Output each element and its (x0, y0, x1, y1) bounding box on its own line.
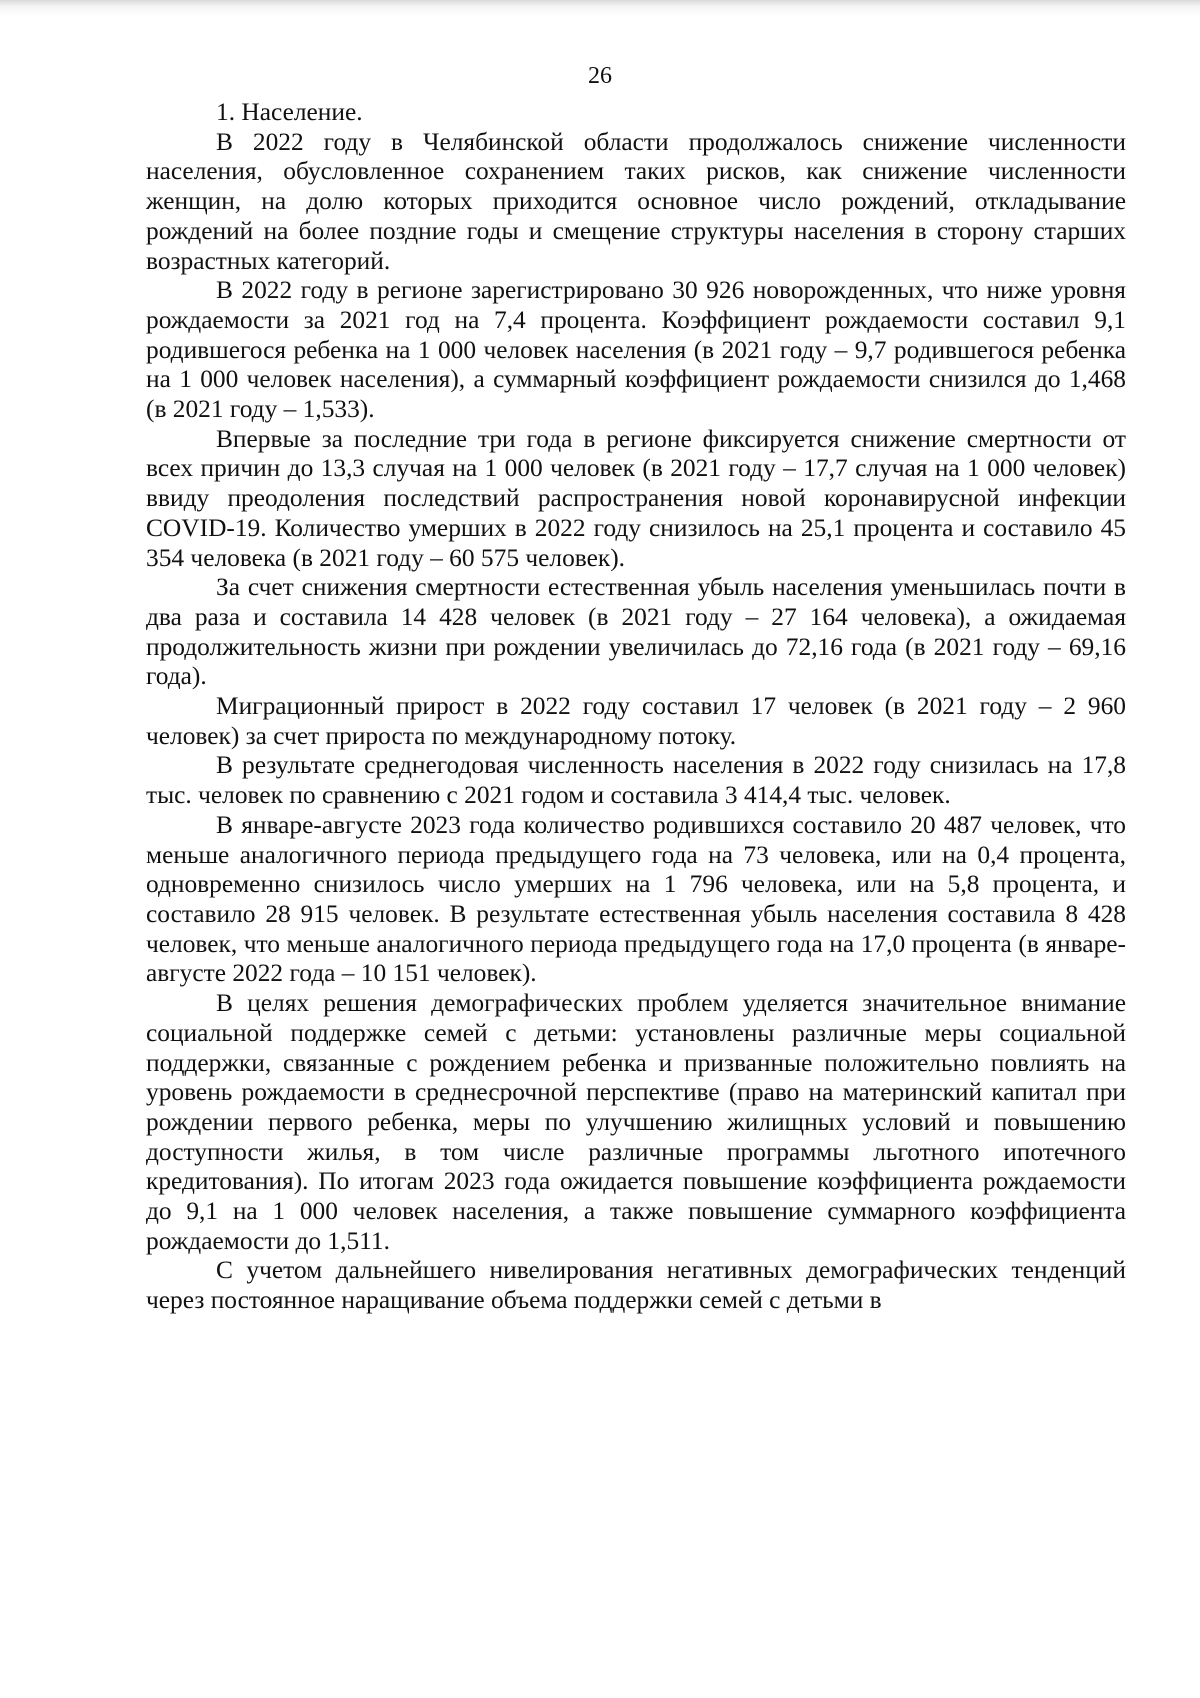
paragraph-population-decline: В 2022 году в Челябинской области продолжалось снижение численности населения, обусловленное сохранением таких рисков, как снижение численности женщин, на долю которых приходится основное число рождений, откладывание рождений на более поздние годы и смещение структуры населения в сторону старших возрастных категорий. (146, 127, 1126, 275)
section-heading: 1. Население. (216, 98, 363, 126)
paragraph-family-support: В целях решения демографических проблем уделяется значительное внимание социальной поддержке семей с детьми: установлены различные меры социальной поддержки, связанные с рождением ребенка и призванные положительно повлиять на уровень рождаемости в среднесрочной перспективе (право на материнский капитал при рождении первого ребенка, меры по улучшению жилищных условий и повышению доступности жилья, в том числе различные программы льготного ипотечного кредитования). По итогам 2023 года ожидается повышение коэффициента рождаемости до 9,1 на 1 000 человек населения, а также повышение суммарного коэффициента рождаемости до 1,511. (146, 989, 1126, 1255)
paragraph-jan-aug-2023: В январе-августе 2023 года количество родившихся составило 20 487 человек, что меньше аналогичного периода предыдущего года на 73 человека, или на 0,4 процента, одновременно снизилось число умерших на 1 796 человека, или на 5,8 процента, и составило 28 915 человек. В результате естественная убыль населения составила 8 428 человек, что меньше аналогичного периода предыдущего года на 17,0 процента (в январе-августе 2022 года – 10 151 человек). (146, 810, 1126, 988)
scan-edge-shadow (0, 0, 1200, 16)
paragraph-migration: Миграционный прирост в 2022 году составил 17 человек (в 2021 году – 2 960 человек) за счет прироста по международному потоку. (146, 692, 1126, 750)
page-number: 26 (588, 63, 612, 89)
paragraph-demographic-trends: С учетом дальнейшего нивелирования негативных демографических тенденций через постоянное наращивание объема поддержки семей с детьми в (146, 1256, 1126, 1315)
paragraph-mortality-2022: Впервые за последние три года в регионе фиксируется снижение смертности от всех причин до 13,3 случая на 1 000 человек (в 2021 году – 17,7 случая на 1 000 человек) ввиду преодоления последствий распространения новой коронавирусной инфекции COVID-19. Количество умерших в 2022 году снизилось на 25,1 процента и составило 45 354 человека (в 2021 году – 60 575 человек). (146, 424, 1126, 572)
paragraph-average-population: В результате среднегодовая численность населения в 2022 году снизилась на 17,8 тыс. человек по сравнению с 2021 годом и составила 3 414,4 тыс. человек. (146, 751, 1126, 810)
document-body (146, 98, 1126, 1316)
paragraph-births-2022: В 2022 году в регионе зарегистрировано 30 926 новорожденных, что ниже уровня рождаемости за 2021 год на 7,4 процента. Коэффициент рождаемости составил 9,1 родившегося ребенка на 1 000 человек населения (в 2021 году – 9,7 родившегося ребенка на 1 000 человек населения), а суммарный коэффициент рождаемости снизился до 1,468 (в 2021 году – 1,533). (146, 276, 1126, 424)
paragraph-natural-decline: За счет снижения смертности естественная убыль населения уменьшилась почти в два раза и составила 14 428 человек (в 2021 году – 27 164 человека), а ожидаемая продолжительность жизни при рождении увеличилась до 72,16 года (в 2021 году – 69,16 года). (146, 573, 1126, 691)
